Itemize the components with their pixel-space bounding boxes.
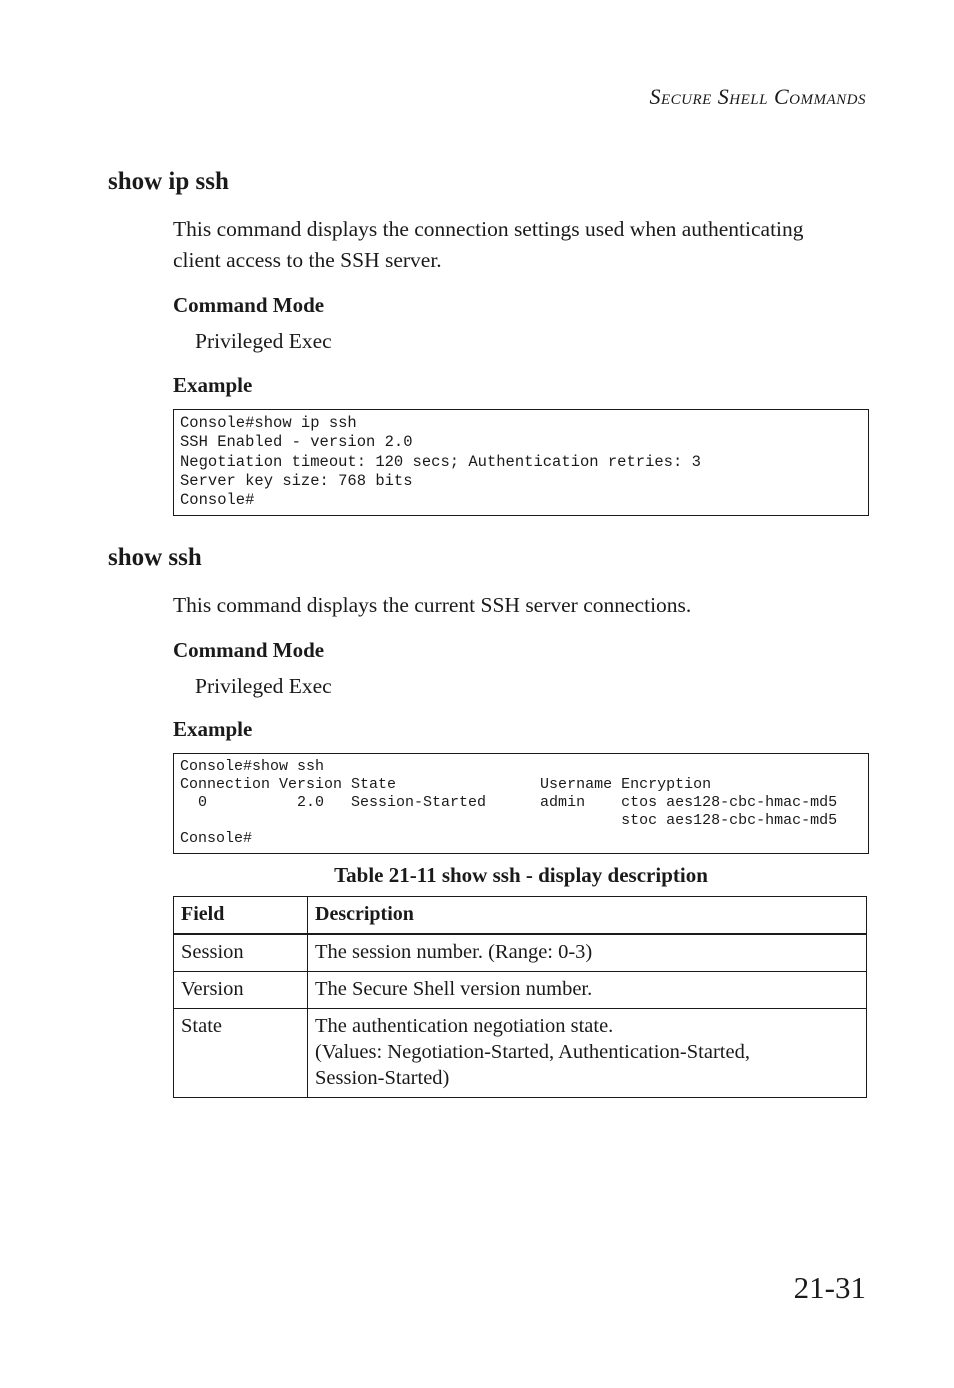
page-number: 21-31 xyxy=(793,1270,866,1305)
table-row xyxy=(174,934,867,972)
code-example-show-ssh xyxy=(173,753,869,854)
code-line: Connection Version State Username Encryption xyxy=(180,776,712,793)
field-cell: Session xyxy=(174,934,308,972)
field-cell: State xyxy=(174,1009,308,1098)
display-description-table xyxy=(173,896,867,1098)
code-example-show-ip-ssh xyxy=(173,409,869,516)
code-line: 0 2.0 Session-Started admin ctos aes128-cbc-hmac-md5 xyxy=(180,794,838,811)
section-description xyxy=(173,214,873,276)
code-line: SSH Enabled - version 2.0 xyxy=(180,433,413,452)
command-mode-heading: Command Mode xyxy=(173,293,325,317)
description-cell xyxy=(308,972,867,1009)
description-line: This command displays the connection settings used when authenticating xyxy=(173,217,804,241)
column-header-description: Description xyxy=(308,897,867,935)
description-line: The Secure Shell version number. xyxy=(315,978,593,1000)
code-line: stoc aes128-cbc-hmac-md5 xyxy=(180,812,838,829)
description-line: The authentication negotiation state. xyxy=(315,1015,614,1037)
column-header-field: Field xyxy=(174,897,308,935)
table-row xyxy=(174,1009,867,1098)
table-caption: Table 21-11 show ssh - display description xyxy=(334,863,708,887)
running-header: Secure Shell Commands xyxy=(649,84,866,109)
command-mode-heading: Command Mode xyxy=(173,638,325,662)
description-line: (Values: Negotiation-Started, Authentication-Started, xyxy=(315,1041,750,1063)
code-line: Console#show ip ssh xyxy=(180,414,357,432)
description-cell xyxy=(308,934,867,972)
description-line: Session-Started) xyxy=(315,1067,450,1089)
command-mode-value: Privileged Exec xyxy=(195,329,332,353)
code-line: Console# xyxy=(180,491,255,510)
description-line: This command displays the current SSH server connections. xyxy=(173,593,692,617)
code-line: Server key size: 768 bits xyxy=(180,471,413,490)
section-title-show-ip-ssh: show ip ssh xyxy=(108,168,229,195)
section-title-show-ssh: show ssh xyxy=(108,544,202,571)
table-row xyxy=(174,972,867,1009)
code-line: Negotiation timeout: 120 secs; Authentication retries: 3 xyxy=(180,452,701,471)
section-description xyxy=(173,590,873,621)
description-line: client access to the SSH server. xyxy=(173,248,442,272)
example-heading: Example xyxy=(173,373,253,397)
table-header-row xyxy=(174,897,867,935)
field-cell: Version xyxy=(174,972,308,1009)
example-heading: Example xyxy=(173,717,253,741)
description-line: The session number. (Range: 0-3) xyxy=(315,941,593,963)
command-mode-value: Privileged Exec xyxy=(195,674,332,698)
description-cell xyxy=(308,1009,867,1098)
code-line: Console#show ssh xyxy=(180,758,325,775)
code-line: Console# xyxy=(180,830,253,847)
